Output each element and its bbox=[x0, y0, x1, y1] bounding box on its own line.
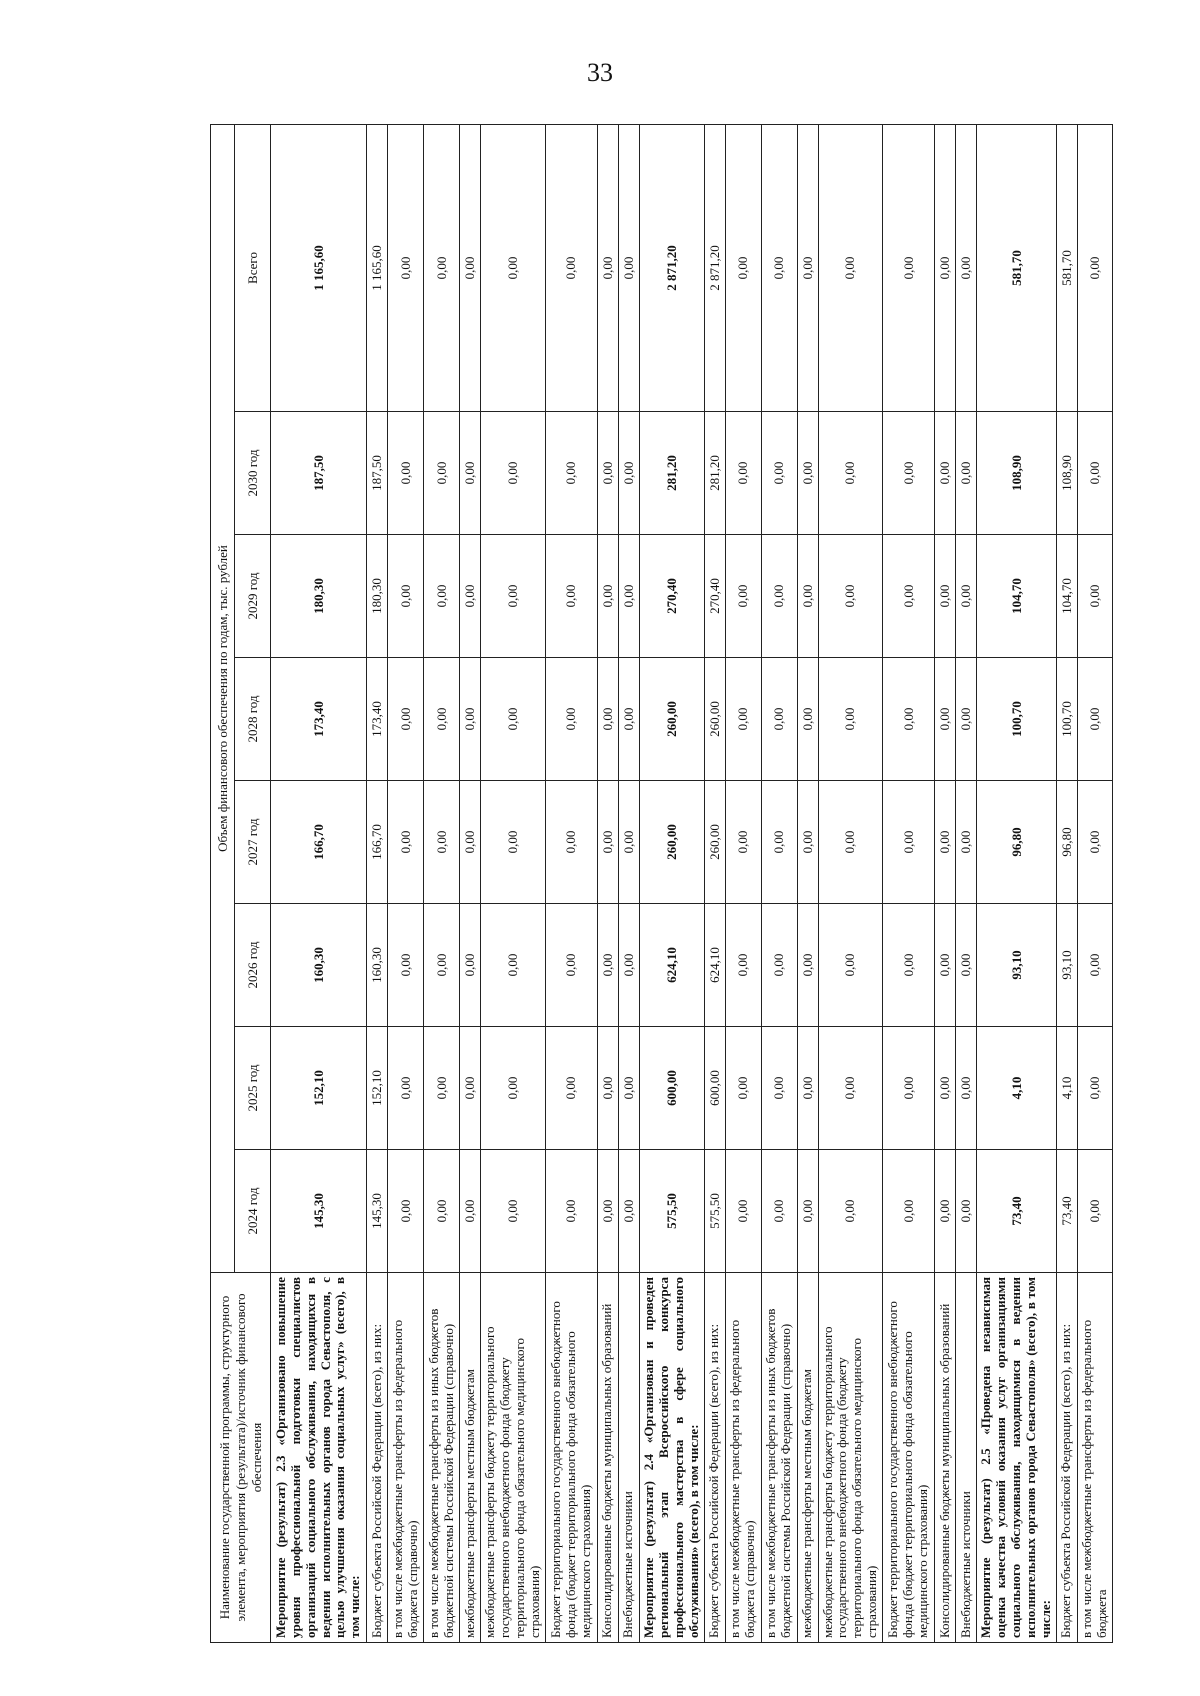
table-row bbox=[725, 124, 761, 1642]
row-value: 0,00 bbox=[935, 535, 956, 658]
table-row bbox=[935, 124, 956, 1642]
table-row bbox=[1077, 124, 1112, 1642]
row-value: 166,70 bbox=[367, 781, 388, 904]
row-value: 0,00 bbox=[725, 904, 761, 1027]
row-value: 0,00 bbox=[481, 412, 546, 535]
row-value: 0,00 bbox=[618, 1027, 639, 1150]
header-year: 2027 год bbox=[235, 781, 271, 904]
table-row bbox=[704, 124, 725, 1642]
table-row bbox=[1056, 124, 1077, 1642]
row-total: 581,70 bbox=[1056, 124, 1077, 411]
row-value: 260,00 bbox=[704, 781, 725, 904]
row-value: 4,10 bbox=[977, 1027, 1057, 1150]
row-value: 0,00 bbox=[597, 412, 618, 535]
row-value: 0,00 bbox=[460, 904, 481, 1027]
row-value: 0,00 bbox=[481, 1027, 546, 1150]
row-value: 96,80 bbox=[977, 781, 1057, 904]
row-name: Бюджет субъекта Российской Федерации (всего), из них: bbox=[1056, 1273, 1077, 1643]
table-row bbox=[597, 124, 618, 1642]
row-value: 0,00 bbox=[725, 1027, 761, 1150]
table-row bbox=[271, 124, 367, 1642]
row-value: 0,00 bbox=[460, 781, 481, 904]
row-value: 93,10 bbox=[1056, 904, 1077, 1027]
table-row bbox=[618, 124, 639, 1642]
row-name: Внебюджетные источники bbox=[956, 1273, 977, 1643]
header-year: 2029 год bbox=[235, 535, 271, 658]
table-row bbox=[388, 124, 424, 1642]
row-value: 0,00 bbox=[618, 412, 639, 535]
row-value: 0,00 bbox=[481, 535, 546, 658]
row-value: 0,00 bbox=[883, 412, 935, 535]
row-name: Мероприятие (результат) 2.5 «Проведена независимая оценка качества условий оказания услуг организациями социального обслуживания, находящимися в ведении исполнительных органов города Севастополя» (всего), в том числе: bbox=[977, 1273, 1057, 1643]
row-value: 0,00 bbox=[956, 1027, 977, 1150]
row-value: 0,00 bbox=[1077, 904, 1112, 1027]
row-total: 0,00 bbox=[618, 124, 639, 411]
row-value: 0,00 bbox=[1077, 412, 1112, 535]
row-value: 73,40 bbox=[977, 1150, 1057, 1273]
row-value: 0,00 bbox=[956, 535, 977, 658]
row-name: Мероприятие (результат) 2.3 «Организовано повышение уровня профессиональной подготовки специалистов организаций социального обслуживания, находящихся в ведении исполнительных органов города Севастополя, с целью улучшения оказания социальных услуг» (всего), в том числе: bbox=[271, 1273, 367, 1643]
row-total: 0,00 bbox=[883, 124, 935, 411]
row-value: 0,00 bbox=[388, 535, 424, 658]
row-value: 0,00 bbox=[424, 658, 460, 781]
row-value: 0,00 bbox=[597, 658, 618, 781]
row-name: в том числе межбюджетные трансферты из иных бюджетов бюджетной системы Российской Федерации (справочно) bbox=[424, 1273, 460, 1643]
table-row bbox=[460, 124, 481, 1642]
row-value: 0,00 bbox=[545, 1150, 597, 1273]
row-total: 0,00 bbox=[818, 124, 883, 411]
row-value: 100,70 bbox=[977, 658, 1057, 781]
table-row bbox=[481, 124, 546, 1642]
table-row bbox=[977, 124, 1057, 1642]
row-value: 0,00 bbox=[424, 412, 460, 535]
page-number: 33 bbox=[587, 58, 613, 87]
row-name: в том числе межбюджетные трансферты из иных бюджетов бюджетной системы Российской Федерации (справочно) bbox=[761, 1273, 797, 1643]
row-value: 0,00 bbox=[545, 658, 597, 781]
row-total: 0,00 bbox=[935, 124, 956, 411]
row-name: Внебюджетные источники bbox=[618, 1273, 639, 1643]
row-value: 108,90 bbox=[1056, 412, 1077, 535]
row-value: 0,00 bbox=[935, 1027, 956, 1150]
row-total: 581,70 bbox=[977, 124, 1057, 411]
row-value: 0,00 bbox=[424, 1027, 460, 1150]
row-value: 0,00 bbox=[460, 412, 481, 535]
table-row bbox=[367, 124, 388, 1642]
row-value: 0,00 bbox=[545, 535, 597, 658]
row-value: 0,00 bbox=[1077, 1027, 1112, 1150]
row-total: 0,00 bbox=[481, 124, 546, 411]
row-value: 0,00 bbox=[424, 904, 460, 1027]
row-value: 0,00 bbox=[1077, 1150, 1112, 1273]
row-value: 0,00 bbox=[883, 535, 935, 658]
row-value: 104,70 bbox=[977, 535, 1057, 658]
row-name: Бюджет территориального государственного внебюджетного фонда (бюджет территориального фонда обязательного медицинского страхования) bbox=[545, 1273, 597, 1643]
row-value: 0,00 bbox=[388, 781, 424, 904]
table-row bbox=[761, 124, 797, 1642]
row-value: 0,00 bbox=[761, 904, 797, 1027]
table-body bbox=[271, 124, 1113, 1642]
row-value: 575,50 bbox=[704, 1150, 725, 1273]
row-value: 145,30 bbox=[271, 1150, 367, 1273]
row-value: 0,00 bbox=[935, 658, 956, 781]
header-year: 2026 год bbox=[235, 904, 271, 1027]
row-value: 0,00 bbox=[618, 1150, 639, 1273]
row-value: 0,00 bbox=[956, 1150, 977, 1273]
row-value: 600,00 bbox=[639, 1027, 704, 1150]
row-value: 0,00 bbox=[618, 781, 639, 904]
row-value: 0,00 bbox=[797, 1027, 818, 1150]
row-value: 0,00 bbox=[460, 1027, 481, 1150]
row-value: 166,70 bbox=[271, 781, 367, 904]
row-value: 0,00 bbox=[761, 781, 797, 904]
rotated-table-container bbox=[210, 125, 1109, 1643]
row-value: 152,10 bbox=[367, 1027, 388, 1150]
row-value: 0,00 bbox=[424, 535, 460, 658]
row-name: межбюджетные трансферты местным бюджетам bbox=[797, 1273, 818, 1643]
row-name: межбюджетные трансферты местным бюджетам bbox=[460, 1273, 481, 1643]
row-value: 0,00 bbox=[935, 1150, 956, 1273]
row-name: Консолидированные бюджеты муниципальных образований bbox=[935, 1273, 956, 1643]
row-value: 0,00 bbox=[388, 412, 424, 535]
row-value: 0,00 bbox=[797, 658, 818, 781]
table-row bbox=[956, 124, 977, 1642]
row-value: 0,00 bbox=[797, 535, 818, 658]
row-value: 108,90 bbox=[977, 412, 1057, 535]
header-year: 2025 год bbox=[235, 1027, 271, 1150]
row-value: 173,40 bbox=[271, 658, 367, 781]
row-value: 0,00 bbox=[597, 535, 618, 658]
row-value: 0,00 bbox=[388, 1027, 424, 1150]
row-value: 0,00 bbox=[597, 904, 618, 1027]
table-row bbox=[424, 124, 460, 1642]
row-name: в том числе межбюджетные трансферты из федерального бюджета (справочно) bbox=[388, 1273, 424, 1643]
row-value: 0,00 bbox=[818, 1027, 883, 1150]
row-name: Мероприятие (результат) 2.4 «Организован и проведен региональный этап Всероссийского конкурса профессионального мастерства в сфере социального обслуживания» (всего), в том числе: bbox=[639, 1273, 704, 1643]
row-total: 0,00 bbox=[1077, 124, 1112, 411]
table-row bbox=[797, 124, 818, 1642]
row-value: 0,00 bbox=[388, 904, 424, 1027]
header-group: Объем финансового обеспечения по годам, тыс. рублей bbox=[211, 124, 235, 1272]
row-value: 0,00 bbox=[1077, 781, 1112, 904]
row-value: 0,00 bbox=[1077, 658, 1112, 781]
row-value: 0,00 bbox=[956, 658, 977, 781]
row-value: 0,00 bbox=[956, 781, 977, 904]
row-value: 0,00 bbox=[725, 1150, 761, 1273]
row-total: 0,00 bbox=[460, 124, 481, 411]
row-value: 0,00 bbox=[545, 412, 597, 535]
row-value: 0,00 bbox=[761, 1150, 797, 1273]
financing-table bbox=[210, 124, 1113, 1643]
header-total: Всего bbox=[235, 124, 271, 411]
table-row bbox=[545, 124, 597, 1642]
row-value: 0,00 bbox=[424, 1150, 460, 1273]
row-value: 0,00 bbox=[481, 658, 546, 781]
row-value: 73,40 bbox=[1056, 1150, 1077, 1273]
row-total: 2 871,20 bbox=[639, 124, 704, 411]
row-value: 0,00 bbox=[818, 412, 883, 535]
row-name: Консолидированные бюджеты муниципальных образований bbox=[597, 1273, 618, 1643]
header-name: Наименование государственной программы, структурного элемента, мероприятия (результата)/источник финансового обеспечения bbox=[211, 1273, 271, 1643]
row-value: 0,00 bbox=[883, 658, 935, 781]
table-row bbox=[883, 124, 935, 1642]
row-value: 0,00 bbox=[481, 781, 546, 904]
row-value: 0,00 bbox=[618, 658, 639, 781]
row-value: 104,70 bbox=[1056, 535, 1077, 658]
row-value: 0,00 bbox=[460, 535, 481, 658]
row-value: 0,00 bbox=[797, 781, 818, 904]
row-value: 260,00 bbox=[704, 658, 725, 781]
row-value: 173,40 bbox=[367, 658, 388, 781]
row-value: 0,00 bbox=[935, 904, 956, 1027]
row-value: 0,00 bbox=[761, 658, 797, 781]
row-value: 0,00 bbox=[481, 904, 546, 1027]
row-value: 0,00 bbox=[797, 1150, 818, 1273]
row-value: 0,00 bbox=[883, 1027, 935, 1150]
rotated-table bbox=[210, 125, 1109, 1643]
row-value: 0,00 bbox=[1077, 535, 1112, 658]
row-value: 145,30 bbox=[367, 1150, 388, 1273]
row-total: 1 165,60 bbox=[367, 124, 388, 411]
row-value: 0,00 bbox=[883, 904, 935, 1027]
row-value: 624,10 bbox=[639, 904, 704, 1027]
row-value: 0,00 bbox=[818, 535, 883, 658]
row-value: 160,30 bbox=[367, 904, 388, 1027]
row-name: Бюджет субъекта Российской Федерации (всего), из них: bbox=[704, 1273, 725, 1643]
row-value: 270,40 bbox=[704, 535, 725, 658]
row-value: 0,00 bbox=[388, 658, 424, 781]
row-value: 0,00 bbox=[818, 658, 883, 781]
row-value: 0,00 bbox=[725, 412, 761, 535]
row-value: 0,00 bbox=[545, 1027, 597, 1150]
row-name: Бюджет субъекта Российской Федерации (всего), из них: bbox=[367, 1273, 388, 1643]
row-value: 96,80 bbox=[1056, 781, 1077, 904]
row-total: 0,00 bbox=[424, 124, 460, 411]
row-value: 180,30 bbox=[367, 535, 388, 658]
row-value: 0,00 bbox=[545, 781, 597, 904]
header-year: 2024 год bbox=[235, 1150, 271, 1273]
row-value: 624,10 bbox=[704, 904, 725, 1027]
row-value: 0,00 bbox=[935, 412, 956, 535]
row-value: 0,00 bbox=[797, 904, 818, 1027]
row-total: 1 165,60 bbox=[271, 124, 367, 411]
row-total: 0,00 bbox=[545, 124, 597, 411]
row-total: 2 871,20 bbox=[704, 124, 725, 411]
row-value: 600,00 bbox=[704, 1027, 725, 1150]
row-value: 0,00 bbox=[725, 658, 761, 781]
row-value: 187,50 bbox=[367, 412, 388, 535]
row-value: 281,20 bbox=[704, 412, 725, 535]
row-value: 180,30 bbox=[271, 535, 367, 658]
row-total: 0,00 bbox=[388, 124, 424, 411]
row-total: 0,00 bbox=[597, 124, 618, 411]
row-value: 281,20 bbox=[639, 412, 704, 535]
row-value: 160,30 bbox=[271, 904, 367, 1027]
row-value: 0,00 bbox=[956, 412, 977, 535]
row-value: 0,00 bbox=[935, 781, 956, 904]
row-value: 0,00 bbox=[597, 781, 618, 904]
row-value: 0,00 bbox=[761, 412, 797, 535]
row-value: 0,00 bbox=[818, 781, 883, 904]
row-value: 0,00 bbox=[597, 1150, 618, 1273]
row-value: 0,00 bbox=[956, 904, 977, 1027]
row-value: 0,00 bbox=[618, 535, 639, 658]
row-value: 0,00 bbox=[545, 904, 597, 1027]
row-value: 270,40 bbox=[639, 535, 704, 658]
table-row bbox=[639, 124, 704, 1642]
row-value: 0,00 bbox=[388, 1150, 424, 1273]
row-value: 0,00 bbox=[818, 1150, 883, 1273]
row-value: 0,00 bbox=[761, 535, 797, 658]
row-value: 0,00 bbox=[797, 412, 818, 535]
row-total: 0,00 bbox=[797, 124, 818, 411]
row-value: 4,10 bbox=[1056, 1027, 1077, 1150]
table-row bbox=[818, 124, 883, 1642]
header-year: 2028 год bbox=[235, 658, 271, 781]
row-value: 260,00 bbox=[639, 781, 704, 904]
row-value: 575,50 bbox=[639, 1150, 704, 1273]
row-value: 0,00 bbox=[481, 1150, 546, 1273]
row-value: 0,00 bbox=[818, 904, 883, 1027]
row-value: 0,00 bbox=[618, 904, 639, 1027]
row-value: 0,00 bbox=[725, 781, 761, 904]
row-total: 0,00 bbox=[761, 124, 797, 411]
row-value: 0,00 bbox=[883, 1150, 935, 1273]
row-value: 0,00 bbox=[597, 1027, 618, 1150]
row-value: 0,00 bbox=[424, 781, 460, 904]
row-name: в том числе межбюджетные трансферты из федерального бюджета bbox=[1077, 1273, 1112, 1643]
row-name: межбюджетные трансферты бюджету территориального государственного внебюджетного фонда (бюджету территориального фонда обязательного медицинского страхования) bbox=[818, 1273, 883, 1643]
row-value: 93,10 bbox=[977, 904, 1057, 1027]
row-total: 0,00 bbox=[956, 124, 977, 411]
header-year: 2030 год bbox=[235, 412, 271, 535]
row-total: 0,00 bbox=[725, 124, 761, 411]
row-value: 0,00 bbox=[460, 658, 481, 781]
row-value: 260,00 bbox=[639, 658, 704, 781]
row-value: 0,00 bbox=[761, 1027, 797, 1150]
row-value: 0,00 bbox=[725, 535, 761, 658]
row-name: межбюджетные трансферты бюджету территориального государственного внебюджетного фонда (бюджету территориального фонда обязательного медицинского страхования) bbox=[481, 1273, 546, 1643]
row-value: 152,10 bbox=[271, 1027, 367, 1150]
row-name: Бюджет территориального государственного внебюджетного фонда (бюджет территориального фонда обязательного медицинского страхования) bbox=[883, 1273, 935, 1643]
row-value: 187,50 bbox=[271, 412, 367, 535]
row-value: 100,70 bbox=[1056, 658, 1077, 781]
row-value: 0,00 bbox=[883, 781, 935, 904]
row-name: в том числе межбюджетные трансферты из федерального бюджета (справочно) bbox=[725, 1273, 761, 1643]
row-value: 0,00 bbox=[460, 1150, 481, 1273]
